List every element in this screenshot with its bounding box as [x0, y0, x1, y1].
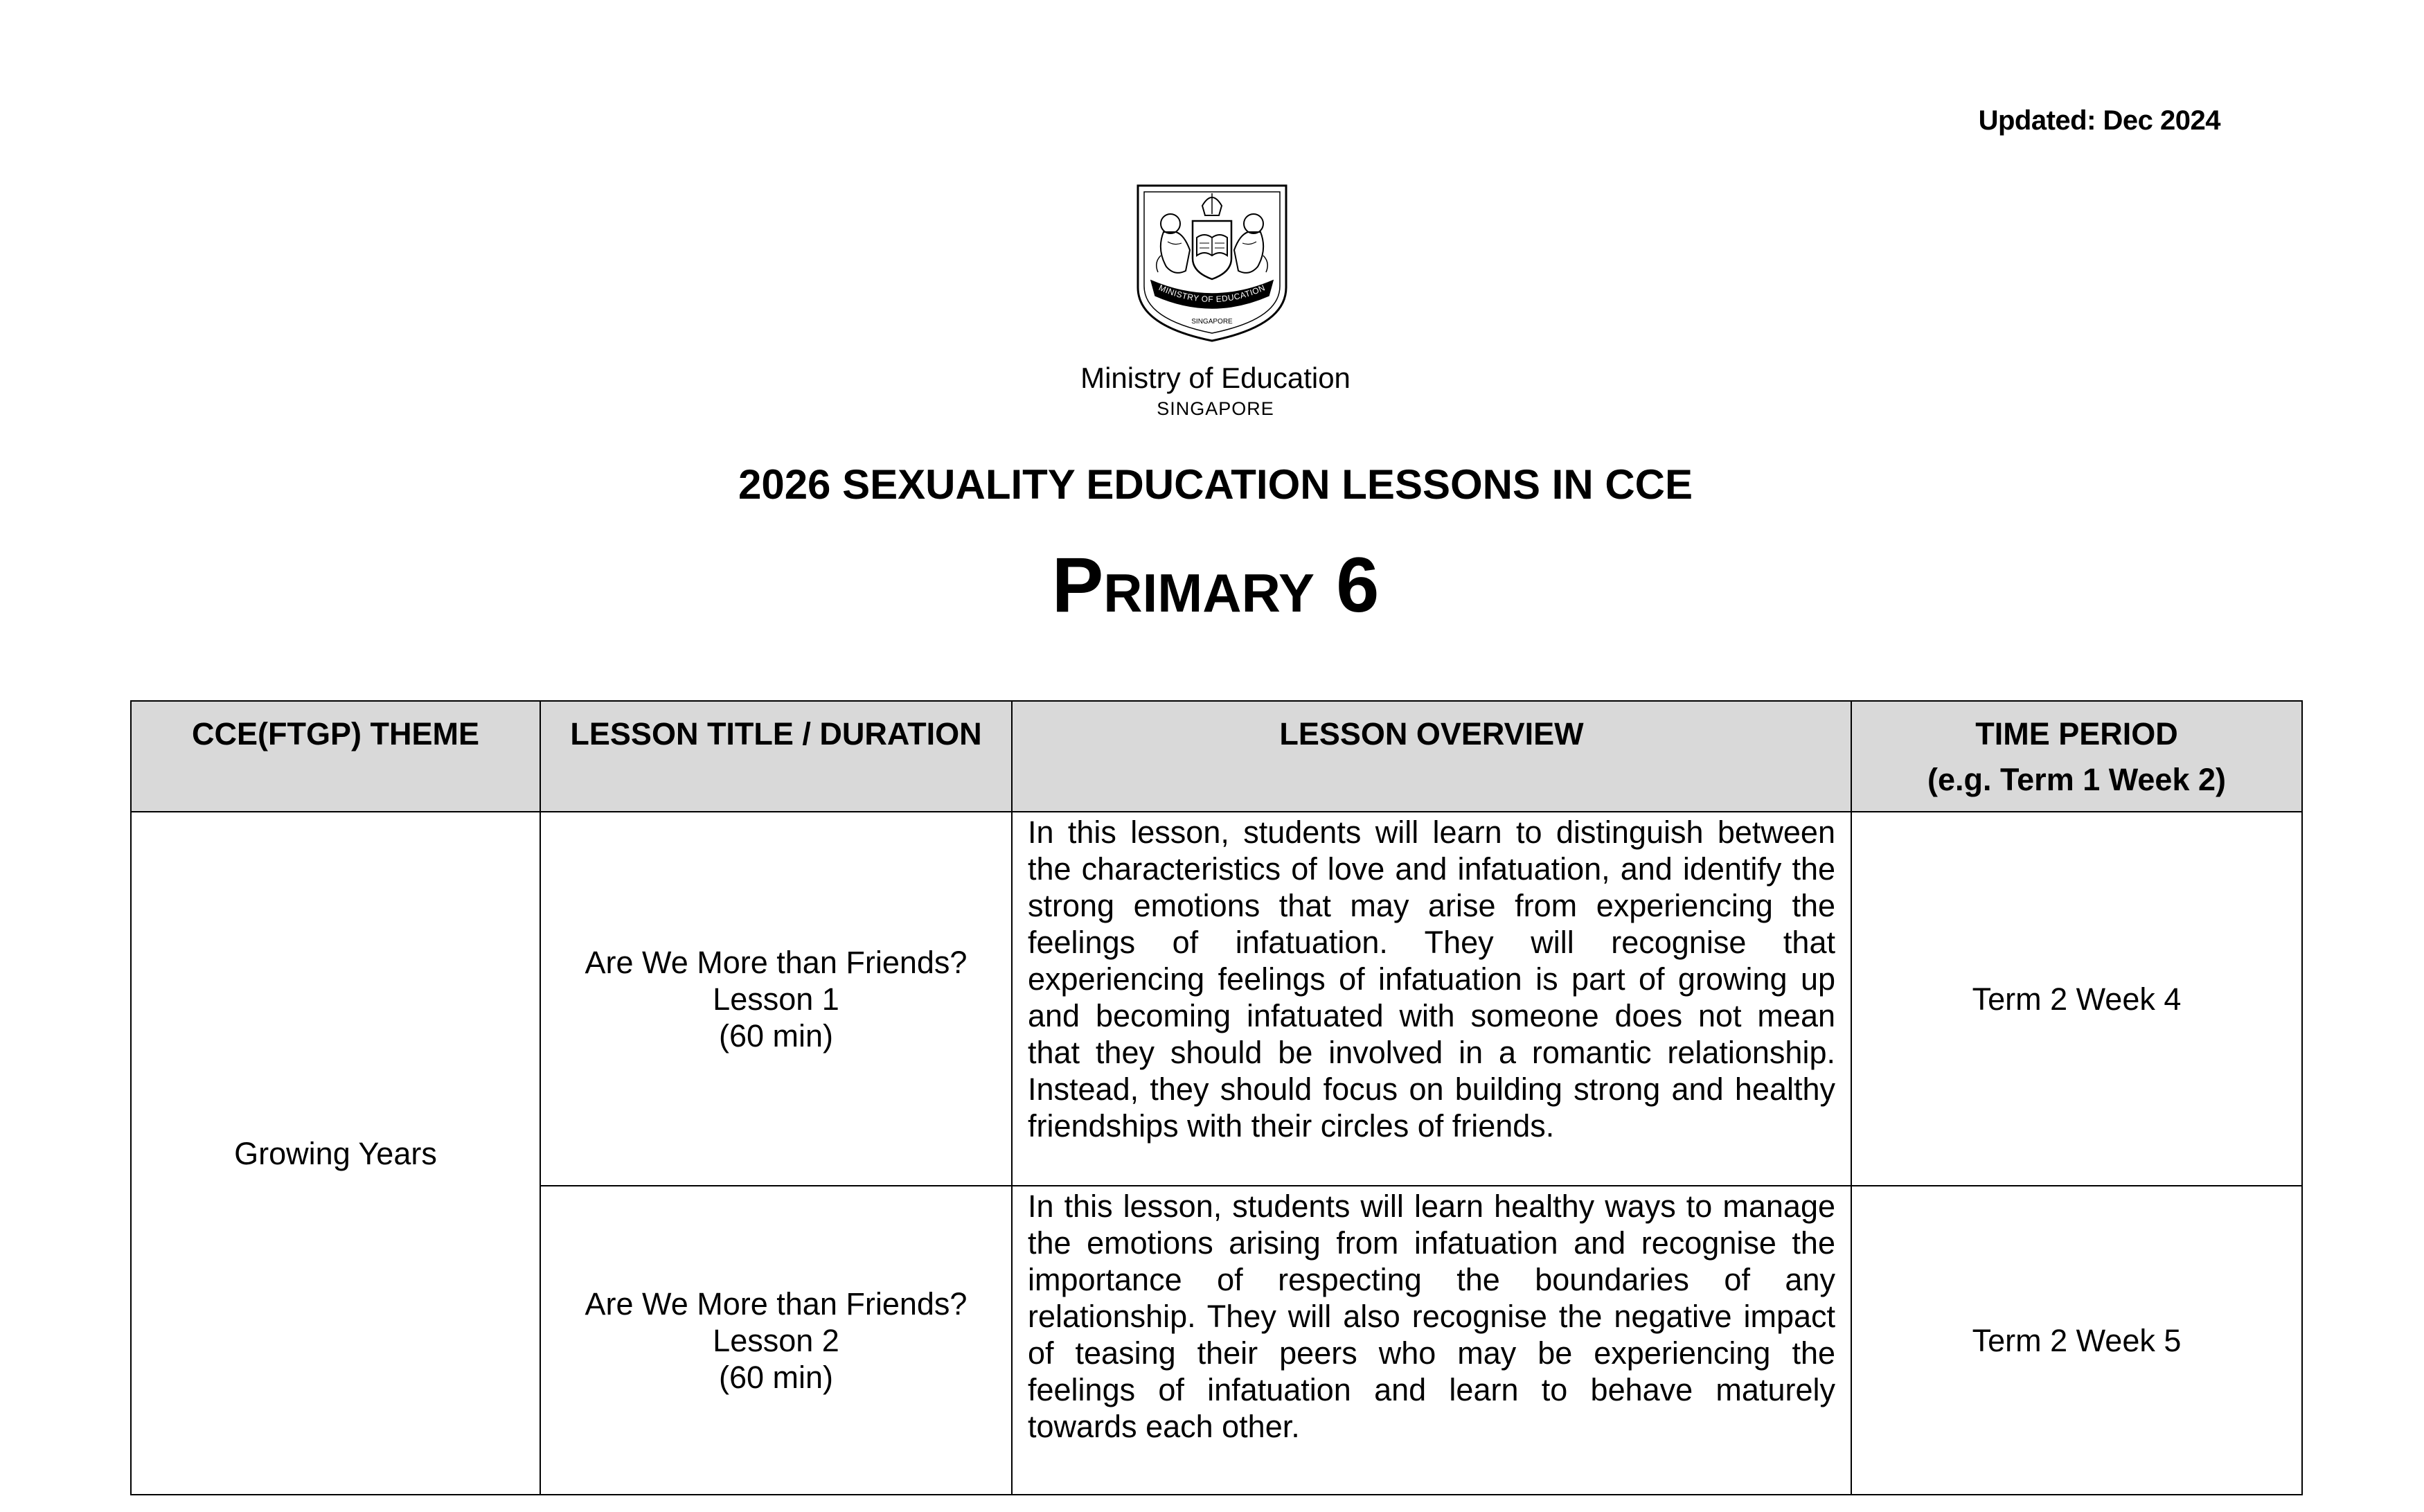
header-time-period [1851, 701, 2302, 812]
table-row [131, 812, 2302, 1186]
ministry-crest-logo [1136, 184, 1288, 343]
ministry-name: Ministry of Education [1080, 362, 1351, 394]
svg-text:MINISTRY OF EDUCATION: MINISTRY OF EDUCATION [1157, 283, 1267, 305]
lesson-title-cell [540, 1186, 1012, 1495]
table-header-row [131, 701, 2302, 812]
lesson-duration: (60 min) [718, 1017, 834, 1053]
lessons-table [130, 700, 2303, 1495]
lesson-duration: (60 min) [718, 1359, 834, 1395]
lesson-title-cell [540, 812, 1012, 1186]
lesson-title: Are We More than Friends? [585, 1286, 968, 1322]
header-theme: CCE(FTGP) THEME [131, 701, 540, 812]
document-subtitle: Primary 6 [1051, 542, 1380, 628]
lesson-number: Lesson 2 [713, 1322, 839, 1358]
ministry-country: SINGAPORE [1157, 398, 1274, 419]
header-time-period-example: (e.g. Term 1 Week 2) [1927, 762, 2226, 797]
updated-date: Updated: Dec 2024 [1978, 105, 2220, 136]
theme-cell: Growing Years [131, 812, 540, 1495]
lesson-title: Are We More than Friends? [585, 944, 968, 980]
header-lesson-overview: LESSON OVERVIEW [1012, 701, 1851, 812]
header-time-period-label: TIME PERIOD [1975, 716, 2178, 751]
svg-text:SINGAPORE: SINGAPORE [1191, 318, 1233, 326]
lesson-overview-cell: In this lesson, students will learn healthy ways to manage the emotions arising from infatuation and recognise the importance of respecting the boundaries of any relationship. They will also recognise the negative impact of teasing their peers who may be experiencing the feelings of infatuation and learn to behave maturely towards each other. [1012, 1186, 1851, 1495]
time-period-cell: Term 2 Week 4 [1851, 812, 2302, 1186]
time-period-cell: Term 2 Week 5 [1851, 1186, 2302, 1495]
lesson-overview-cell: In this lesson, students will learn to distinguish between the characteristics of love and infatuation, and identify the strong emotions that may arise from experiencing the feelings of infatuation. They will recognise that experiencing feelings of infatuation is part of growing up and becoming infatuated with someone does not mean that they should be involved in a romantic relationship. Instead, they should focus on building strong and healthy friendships with their circles of friends. [1012, 812, 1851, 1186]
document-title: 2026 SEXUALITY EDUCATION LESSONS IN CCE [738, 461, 1693, 508]
header-lesson-title: LESSON TITLE / DURATION [540, 701, 1012, 812]
lesson-number: Lesson 1 [713, 981, 839, 1017]
